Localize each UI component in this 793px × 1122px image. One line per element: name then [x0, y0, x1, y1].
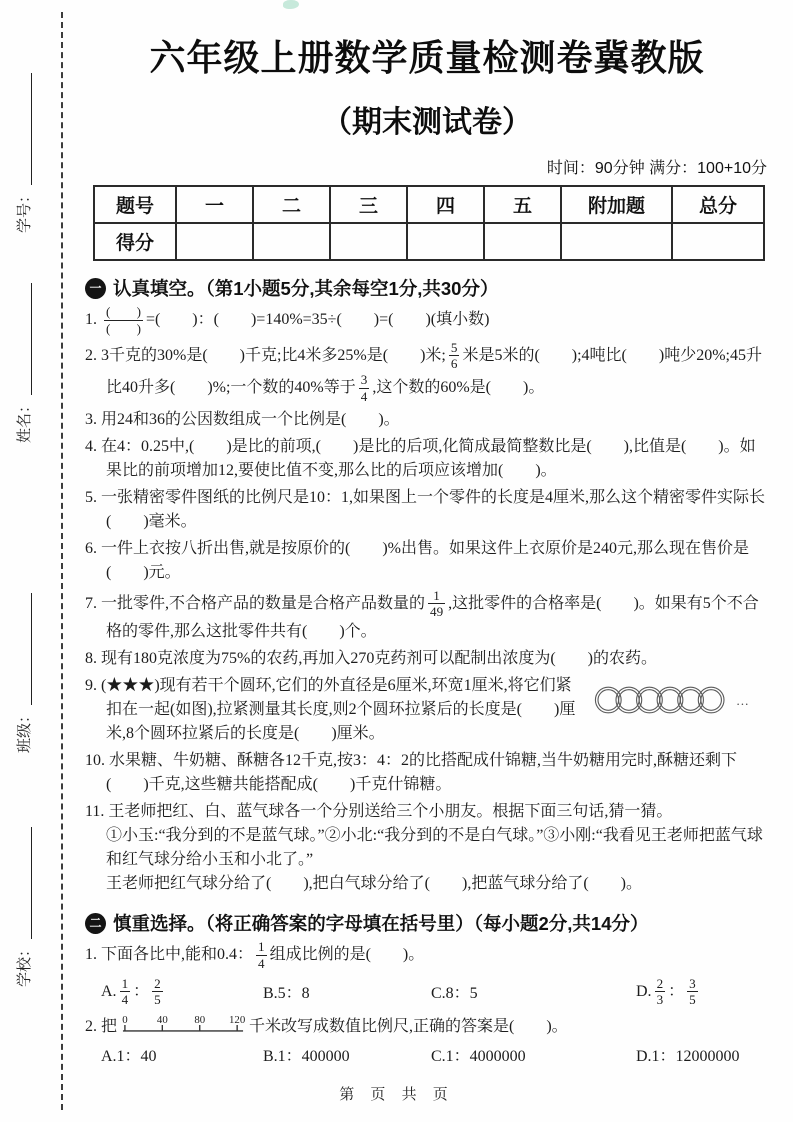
- question: [85, 647, 769, 671]
- section-title: 慎重选择。（将正确答案的字母填在括号里）（每小题2分,共14分）: [113, 913, 649, 934]
- question: [85, 486, 769, 534]
- question-number: 8.: [85, 650, 101, 667]
- section-number-badge: 一: [85, 278, 106, 299]
- section-1-header: [85, 275, 769, 301]
- paper-subtitle: （期末测试卷）: [322, 106, 532, 139]
- option: [101, 976, 263, 1009]
- question-number: 10.: [85, 752, 109, 769]
- question-text: 水果糖、牛奶糖、酥糖各12千克,按3：4：2的比搭配成什锦糖,当牛奶糖用完时,酥糖还剩下( )千克,这些糖共能搭配成( )千克什锦糖。: [106, 752, 738, 793]
- fraction-numerator: ( ): [106, 304, 141, 319]
- score-cell: [253, 223, 330, 260]
- score-table-score-row: [94, 223, 764, 260]
- score-table: [93, 185, 765, 261]
- question: [85, 1012, 769, 1039]
- score-table-header-row: [94, 186, 764, 223]
- question: [85, 435, 769, 483]
- question-text: C.8：5: [431, 985, 478, 1003]
- question: [85, 800, 769, 896]
- section-2-header: [85, 910, 769, 936]
- question-text: =( )：( )=140%=35÷( )=( )(填小数): [145, 310, 490, 328]
- question-number: 9.: [85, 677, 101, 694]
- student-id-label: 学号：: [16, 187, 33, 233]
- question-text: 把: [101, 1018, 118, 1035]
- question: [85, 340, 769, 405]
- question-text: 王老师把红、白、蓝气球各一个分别送给三个小朋友。根据下面三句话,猜一猜。: [108, 803, 673, 820]
- option: [101, 1043, 263, 1066]
- question: [85, 408, 769, 432]
- section-number-badge: 二: [85, 913, 106, 934]
- time-score-info: 时间：90分钟 满分：100+10分: [546, 160, 767, 177]
- question-text: 米是5米的( );4吨比( )吨少20%;45升比40升多( )%;一个数的40%等于: [106, 346, 762, 396]
- question-text: 一件上衣按八折出售,就是按原价的( )%出售。如果这件上衣原价是240元,那么现在售价是( )元。: [101, 539, 749, 581]
- fraction-numerator: 3: [689, 975, 696, 991]
- dashed-fold-line: [61, 12, 63, 1110]
- fraction-denominator: 5: [154, 992, 161, 1008]
- fraction-denominator: 4: [258, 955, 265, 971]
- write-line: [16, 827, 32, 939]
- question-number: 7.: [85, 594, 101, 612]
- section-title: 认真填空。（第1小题5分,其余每空1分,共30分）: [113, 278, 499, 299]
- question-number: 11.: [85, 803, 109, 820]
- option: [263, 980, 431, 1003]
- question-text: D.: [636, 982, 652, 1000]
- paper-body: [85, 0, 769, 1070]
- option: [263, 1043, 431, 1066]
- header-cell: 题号: [94, 186, 176, 223]
- fraction-denominator: 3: [656, 992, 664, 1008]
- question-text: 用24和36的公因数组成一个比例是( )。: [101, 410, 400, 428]
- linear-scale-figure: [119, 1012, 247, 1036]
- header-cell: 四: [407, 186, 484, 223]
- question-text: B.5：8: [263, 985, 310, 1003]
- question-text: 一批零件,不合格产品的数量是合格产品数量的: [101, 594, 426, 612]
- fraction-numerator: 1: [121, 975, 129, 991]
- fraction-numerator: 3: [360, 372, 368, 387]
- question-number: 3.: [85, 410, 101, 428]
- question-text: 在4：0.25中,( )是比的前项,( )是比的后项,化简成最简整数比是( ),比值是( )。如果比的前项增加12,要使比值不变,那么比的后项应该增加( )。: [101, 437, 756, 479]
- question-text: (★★★)现有若干个圆环,它们的外直径是6厘米,环宽1厘米,将它们紧扣在一起(如图),拉紧测量其长度,则2个圆环拉紧后的长度是( )厘米,8个圆环拉紧后的长度是( )厘米。: [101, 677, 576, 742]
- question-text: 一张精密零件图纸的比例尺是10：1,如果图上一个零件的长度是4厘米,那么这个精密零件实际长( )毫米。: [101, 488, 766, 530]
- fraction: [256, 939, 267, 972]
- student-name-label: 姓名：: [16, 397, 33, 443]
- question-text: A.1：40: [101, 1048, 157, 1065]
- question-number: 6.: [85, 539, 101, 557]
- options-row: [85, 1043, 769, 1066]
- question-text: 3千克的30%是( )千克;比4米多25%是( )米;: [101, 346, 446, 364]
- fraction-denominator: 4: [360, 388, 368, 404]
- fraction-denominator: ( ): [106, 320, 141, 336]
- question-text: C.1：4000000: [431, 1048, 526, 1065]
- question-text: ：: [668, 982, 685, 1000]
- header-cell: 总分: [672, 186, 764, 223]
- svg-text:40: 40: [156, 1014, 168, 1027]
- question-text: 千米改写成数值比例尺,正确的答案是( )。: [249, 1018, 568, 1035]
- question: [85, 749, 769, 797]
- option: [431, 1043, 636, 1066]
- question-text: A.: [101, 982, 117, 1000]
- fraction-numerator: 2: [656, 975, 664, 991]
- svg-text:120: 120: [229, 1014, 246, 1027]
- fraction-numerator: 1: [433, 587, 440, 603]
- question-text: ①小玉:“我分到的不是蓝气球。”②小北:“我分到的不是白气球。”③小刚:“我看见王老师把蓝气球和红气球分给小玉和小北了。”: [106, 827, 763, 868]
- question-text: D.1：12000000: [636, 1048, 740, 1065]
- score-cell: [176, 223, 253, 260]
- score-cell: [407, 223, 484, 260]
- paper-title: 六年级上册数学质量检测卷冀教版: [149, 37, 705, 78]
- question: [85, 939, 769, 972]
- fraction: [687, 976, 698, 1009]
- svg-text:80: 80: [194, 1014, 206, 1027]
- fraction: [655, 976, 666, 1009]
- question-text: 下面各比中,能和0.4：: [101, 945, 254, 963]
- option: [636, 976, 769, 1009]
- question-text: ,这个数的60%是( )。: [372, 378, 545, 396]
- fraction-numerator: 5: [450, 339, 458, 355]
- question-text: ,这批零件的合格率是( )。如果有5个不合格的零件,那么这批零件共有( )个。: [106, 594, 759, 640]
- question-number: 1.: [85, 945, 101, 963]
- fraction-numerator: 2: [154, 975, 161, 991]
- header-cell: 五: [484, 186, 561, 223]
- fraction-denominator: 4: [121, 992, 129, 1008]
- school-label: 学校：: [16, 941, 33, 987]
- class-label: 班级：: [16, 707, 33, 753]
- header-cell: 附加题: [561, 186, 672, 223]
- question-number: 2.: [85, 346, 101, 364]
- question: [85, 588, 769, 645]
- question-text: ：: [133, 982, 150, 1000]
- fraction: [104, 304, 143, 337]
- questions-area: [85, 275, 769, 1066]
- interlocked-rings-figure: [583, 676, 769, 724]
- question-number: 2.: [85, 1018, 101, 1035]
- question-text: 现有180克浓度为75%的农药,再加入270克药剂可以配制出浓度为( )的农药。: [101, 650, 657, 667]
- fraction-denominator: 6: [450, 356, 458, 372]
- question: [85, 537, 769, 585]
- ellipsis: …: [736, 694, 749, 709]
- options-row: [85, 976, 769, 1009]
- option: [431, 980, 636, 1003]
- header-cell: 三: [330, 186, 407, 223]
- question: [85, 674, 769, 746]
- score-cell: [561, 223, 672, 260]
- write-line: [16, 283, 32, 395]
- score-row-label: 得分: [94, 223, 176, 260]
- page-footer: 第 页 共 页: [339, 1086, 454, 1103]
- question-number: 5.: [85, 488, 101, 506]
- fraction: [428, 588, 445, 621]
- fraction: [152, 976, 163, 1009]
- question-text: 王老师把红气球分给了( ),把白气球分给了( ),把蓝气球分给了( )。: [106, 875, 642, 892]
- fraction: [359, 372, 370, 405]
- question-number: 4.: [85, 437, 101, 455]
- score-cell: [330, 223, 407, 260]
- student-name-field: [13, 283, 34, 443]
- score-cell: [672, 223, 764, 260]
- school-field: [13, 827, 34, 987]
- score-cell: [484, 223, 561, 260]
- student-id-field: [13, 73, 34, 233]
- fraction: [120, 976, 131, 1009]
- fraction-numerator: 1: [258, 939, 265, 954]
- class-field: [13, 593, 34, 753]
- question-text: 组成比例的是( )。: [269, 945, 425, 963]
- header-cell: 一: [176, 186, 253, 223]
- fraction-denominator: 5: [689, 992, 696, 1008]
- fraction: [449, 340, 460, 373]
- fraction-denominator: 49: [430, 604, 444, 620]
- header-cell: 二: [253, 186, 330, 223]
- svg-text:0: 0: [122, 1014, 128, 1027]
- write-line: [16, 73, 32, 185]
- question: [85, 304, 769, 337]
- question-text: B.1：400000: [263, 1048, 350, 1065]
- option: [636, 1043, 769, 1066]
- write-line: [16, 593, 32, 705]
- question-number: 1.: [85, 310, 101, 328]
